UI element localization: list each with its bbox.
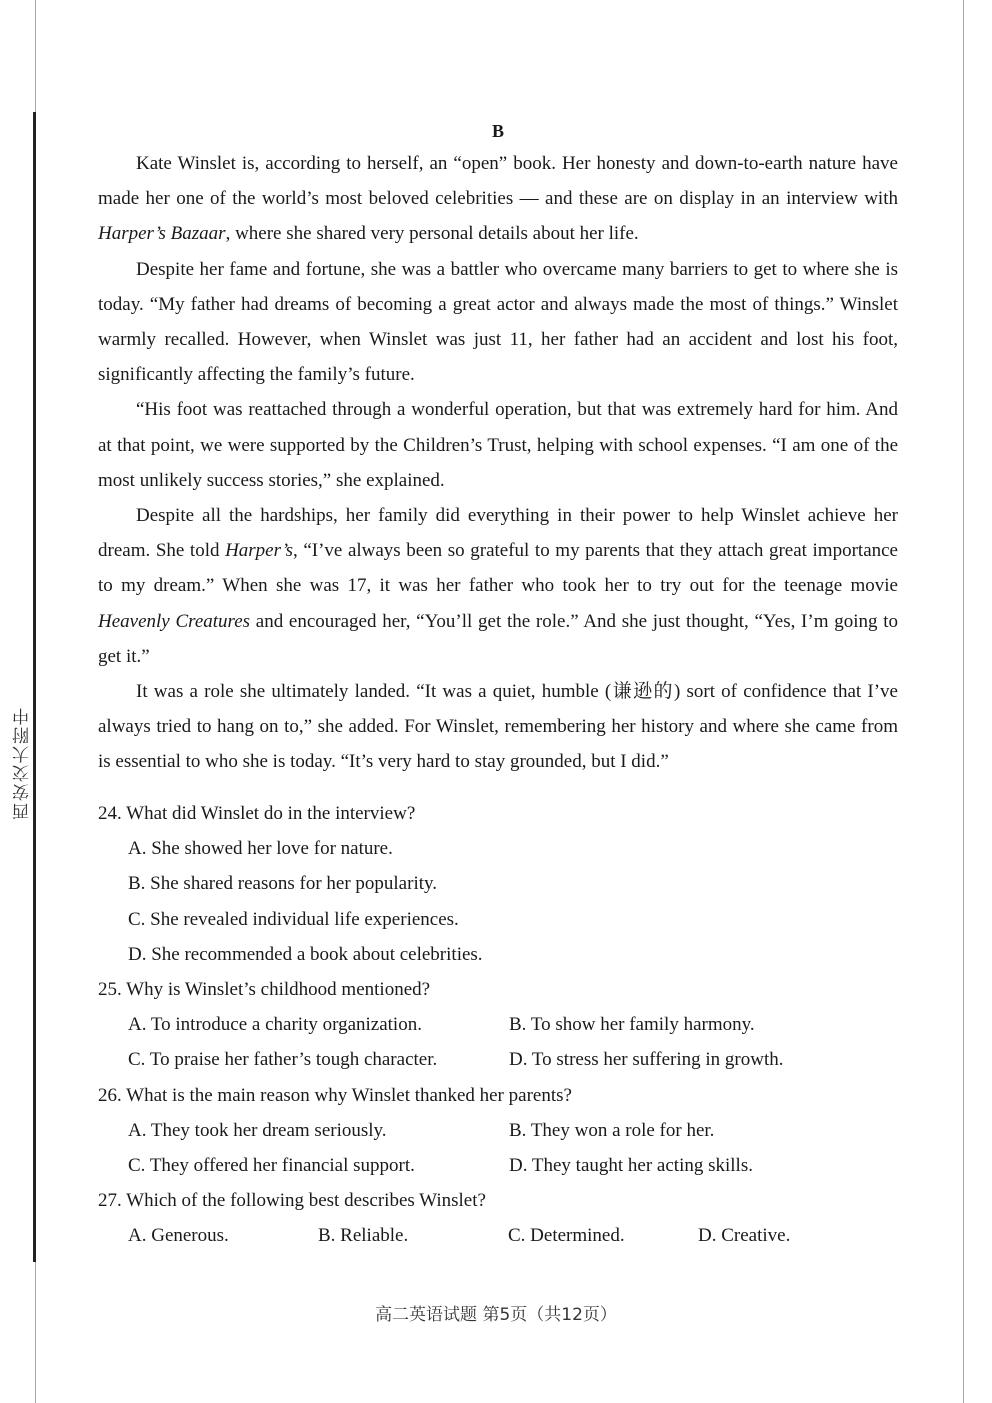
question-25: 25. Why is Winslet’s childhood mentioned? [98, 978, 431, 1000]
passage [98, 116, 898, 780]
section-title: B [491, 121, 504, 141]
q25-options-row-1 [98, 1007, 918, 1042]
q26-options-row-2 [98, 1148, 918, 1183]
q26-option-c: C. They offered her financial support. [128, 1154, 415, 1176]
question-26: 26. What is the main reason why Winslet thanked her parents? [98, 1084, 572, 1106]
q27-options-row [98, 1218, 918, 1253]
paragraph-1: Kate Winslet is, according to herself, an “open” book. Her honesty and down-to-earth nature have made her one of the world’s most beloved celebrities — and these are on display in an interview with Harper’s Bazaar, where she shared very personal details about her life. [98, 153, 898, 245]
questions [98, 796, 918, 1253]
q26-options-row-1 [98, 1113, 918, 1148]
paragraph-4: Despite all the hardships, her family did everything in their power to help Winslet achieve her dream. She told Harper’s, “I’ve always been so grateful to my parents that they attach great importance to my dream.” When she was 17, it was her father who took her to try out for the teenage movie Heavenly Creatures and encouraged her, “You’ll get the role.” And she just thought, “Yes, I’m going to get it.” [98, 505, 898, 667]
question-27: 27. Which of the following best describes Winslet? [98, 1190, 486, 1212]
q25-option-c: C. To praise her father’s tough character. [128, 1049, 438, 1071]
q25-option-a: A. To introduce a charity organization. [128, 1014, 422, 1036]
q27-option-d: D. Creative. [698, 1225, 791, 1247]
q25-option-d: D. To stress her suffering in growth. [509, 1049, 784, 1071]
paragraph-2: Despite her fame and fortune, she was a battler who overcame many barriers to get to where she is today. “My father had dreams of becoming a great actor and always made the most of things.” Winslet warmly recalled. However, when Winslet was just 11, her father had an accident and lost his foot, significantly affecting the family’s future. [98, 258, 898, 386]
q24-option-d: D. She recommended a book about celebrities. [128, 943, 483, 965]
q26-option-b: B. They won a role for her. [509, 1119, 715, 1141]
side-vertical-text: 西安交大附中 [13, 706, 33, 820]
q25-option-b: B. To show her family harmony. [509, 1014, 755, 1036]
q24-option-c: C. She revealed individual life experiences. [128, 908, 459, 930]
right-margin-line [963, 0, 964, 1403]
question-24: 24. What did Winslet do in the interview? [98, 803, 416, 824]
q24-option-b: B. She shared reasons for her popularity. [128, 873, 438, 895]
page-footer: 高二英语试题 第5页（共12页） [375, 1305, 617, 1325]
paragraph-3: “His foot was reattached through a wonderful operation, but that was extremely hard for him. And at that point, we were supported by the Children’s Trust, helping with school expenses. “I am one of the most unlikely success stories,” she explained. [98, 399, 898, 491]
q27-option-b: B. Reliable. [318, 1225, 409, 1247]
q26-option-d: D. They taught her acting skills. [509, 1154, 753, 1176]
q26-option-a: A. They took her dream seriously. [128, 1119, 387, 1141]
q27-option-c: C. Determined. [508, 1225, 625, 1247]
paragraph-5: It was a role she ultimately landed. “It was a quiet, humble (谦逊的) sort of confidence that I’ve always tried to hang on to,” she added. For Winslet, remembering her history and where she came from is essential to who she is today. “It’s very hard to stay grounded, but I did.” [98, 681, 898, 773]
q25-options-row-2 [98, 1042, 918, 1077]
q27-option-a: A. Generous. [128, 1225, 229, 1247]
q24-option-a: A. She showed her love for nature. [128, 838, 393, 860]
